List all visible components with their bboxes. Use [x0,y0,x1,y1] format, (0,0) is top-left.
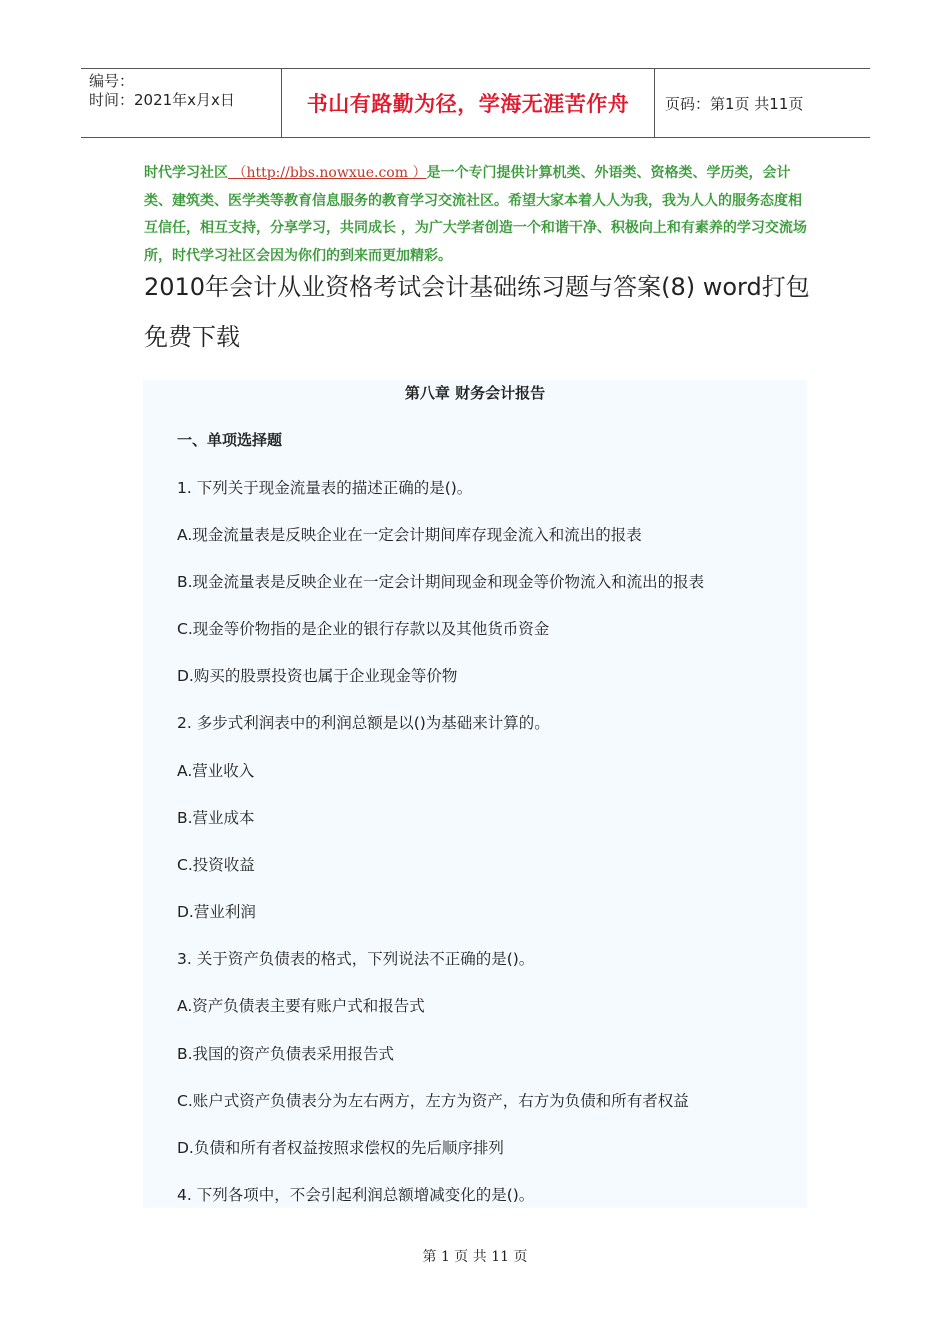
site-link[interactable]: （http://bbs.nowxue.com ） [228,165,427,181]
question-line: A.现金流量表是反映企业在一定会计期间库存现金流入和流出的报表 [177,526,642,544]
page-footer: 第 1 页 共 11 页 [422,1249,528,1265]
header-page-cell [655,69,870,137]
site-name: 时代学习社区 [144,165,228,181]
question-line: 3. 关于资产负债表的格式，下列说法不正确的是()。 [177,950,535,968]
header-motto-cell [282,69,655,137]
content-box [143,380,807,1208]
question-line: C.现金等价物指的是企业的银行存款以及其他货币资金 [177,620,550,638]
question-line: A.资产负债表主要有账户式和报告式 [177,997,425,1015]
question-line: C.投资收益 [177,856,255,874]
question-line: D.购买的股票投资也属于企业现金等价物 [177,667,458,685]
intro-text: 是一个专门提供计算机类、外语类、资格类、学历类，会计类、建筑类、医学类等教育信息服务的教育学习交流社区。希望大家本着人人为我，我为人人的服务态度相互信任，相互支持，分享学习，共同成长 ，为广大学者创造一个和谐干净、积极向上和有素养的学习交流场所，时代学习社区会因为你们的到来而更加精彩。 [144,165,807,264]
document-number-label: 编号： [89,72,135,90]
question-line: D.负债和所有者权益按照求偿权的先后顺序排列 [177,1139,504,1157]
question-line: C.账户式资产负债表分为左右两方，左方为资产，右方为负债和所有者权益 [177,1092,689,1110]
community-intro [144,160,814,270]
question-line: B.营业成本 [177,809,255,827]
question-line: A.营业收入 [177,762,255,780]
page-info: 页码：第1页 共11页 [665,94,804,113]
question-line: B.现金流量表是反映企业在一定会计期间现金和现金等价物流入和流出的报表 [177,573,705,591]
question-line: 2. 多步式利润表中的利润总额是以()为基础来计算的。 [177,714,550,732]
motto-text: 书山有路勤为径，学海无涯苦作舟 [306,92,630,116]
question-line: 4. 下列各项中，不会引起利润总额增减变化的是()。 [177,1186,535,1204]
question-line: D.营业利润 [177,903,256,921]
section-heading: 一、单项选择题 [177,431,283,449]
header-meta-cell [81,69,282,137]
document-title: 2010年会计从业资格考试会计基础练习题与答案(8) word打包免费下载 [144,273,810,351]
chapter-heading: 第八章 财务会计报告 [404,384,546,402]
document-time-label: 时间：2021年x月x日 [89,91,235,109]
question-line: B.我国的资产负债表采用报告式 [177,1045,395,1063]
header-table [81,68,870,138]
question-line: 1. 下列关于现金流量表的描述正确的是()。 [177,479,473,497]
